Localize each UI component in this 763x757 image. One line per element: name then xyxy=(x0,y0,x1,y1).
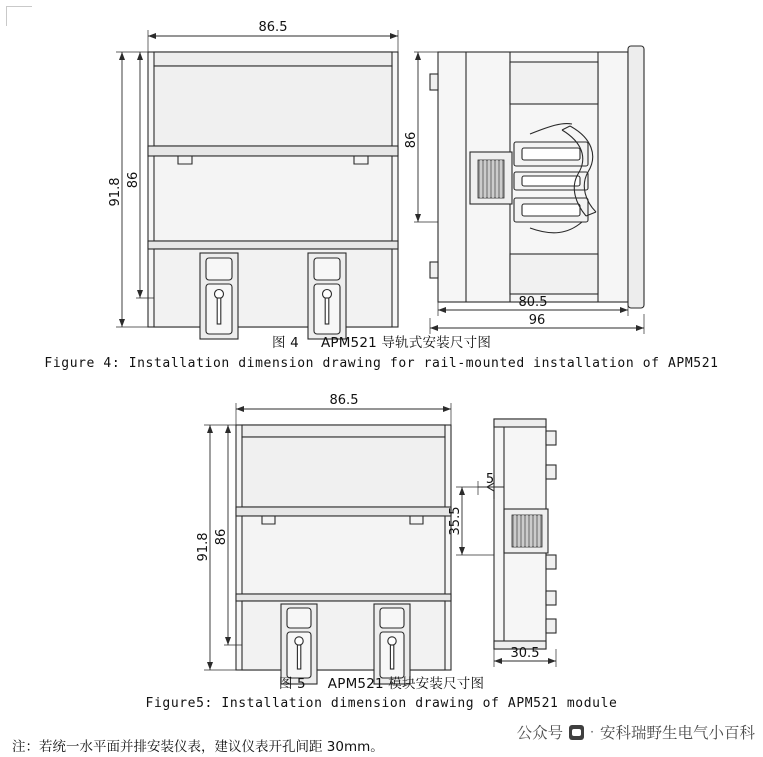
watermark-prefix: 公众号 xyxy=(516,724,564,742)
figure-5-front-width-label: 86.5 xyxy=(329,393,359,408)
installation-note: 注：若统一水平面并排安装仪表，建议仪表开孔间距 30mm。 xyxy=(12,739,384,755)
figure-5-side-height-label: 35.5 xyxy=(448,506,463,536)
figure-5-caption-cn-text: APM521 模块安装尺寸图 xyxy=(327,676,485,692)
figure-5-side-depth-label: 30.5 xyxy=(510,646,540,661)
figure-4-front-height-inner-label: 86 xyxy=(126,171,141,189)
watermark-account-name: 安科瑞野生电气小百科 xyxy=(599,724,755,742)
figure-4-side-view-drawing xyxy=(404,22,690,342)
figure-5-front-height-outer-label: 91.8 xyxy=(196,532,211,562)
figure-4-front-height-outer-label: 91.8 xyxy=(108,177,123,207)
figure-4-side-depth-inner-label: 80.5 xyxy=(518,295,548,310)
watermark-separator: · xyxy=(590,725,594,739)
watermark-logo-icon xyxy=(569,725,584,740)
figure-5-side-view-drawing xyxy=(448,405,682,675)
figure-4-front-view-drawing xyxy=(108,22,428,342)
figure-4-side-height-label: 86 xyxy=(404,131,419,149)
figure-5-caption-cn xyxy=(0,672,763,692)
figure-5-front-height-inner-label: 86 xyxy=(214,528,229,546)
figure-4-caption-cn xyxy=(0,331,763,351)
page-corner-mark xyxy=(6,6,32,26)
watermark xyxy=(517,721,755,743)
figure-5-caption-en: Figure5: Installation dimension drawing of APM521 module xyxy=(145,696,618,711)
figure-4-front-width-label: 86.5 xyxy=(258,20,288,35)
figure-4-caption-cn-text: APM521 导轨式安装尺寸图 xyxy=(320,335,492,351)
figure-4-caption-cn-label: 图 4 xyxy=(271,335,299,351)
figure-4-side-depth-outer-label: 96 xyxy=(528,313,546,328)
figure-5-side-offset-label: 5 xyxy=(485,472,495,487)
figure-5-caption-cn-label: 图 5 xyxy=(278,676,306,692)
figure-4-caption-en: Figure 4: Installation dimension drawing for rail-mounted installation of APM521 xyxy=(44,356,719,371)
